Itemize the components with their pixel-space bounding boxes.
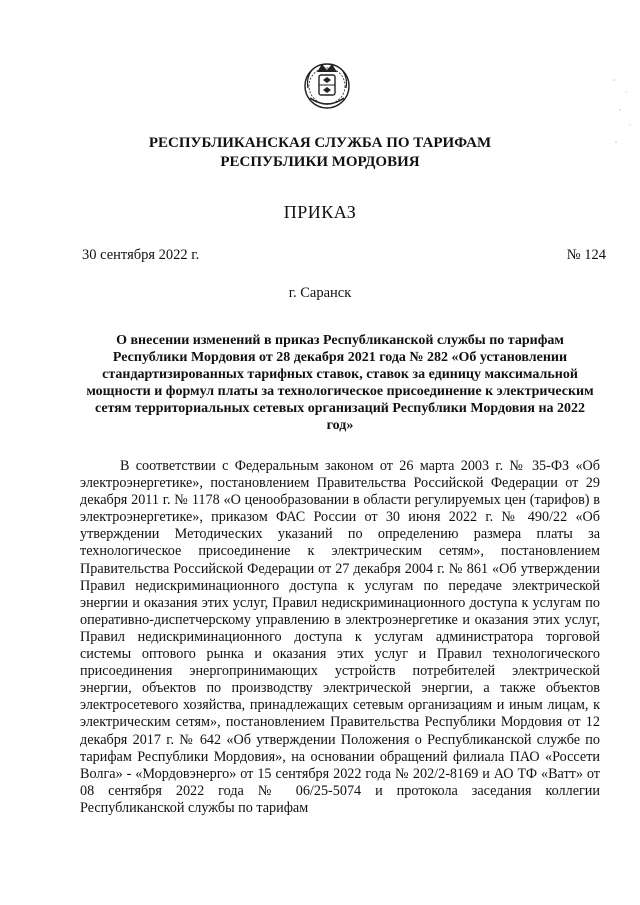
organization-name (100, 134, 540, 172)
document-type: ПРИКАЗ (283, 202, 357, 222)
organization-name-line-1: РЕСПУБЛИКАНСКАЯ СЛУЖБА ПО ТАРИФАМ (148, 135, 492, 151)
document-city: г. Саранск (288, 285, 352, 301)
organization-name-line-2: РЕСПУБЛИКИ МОРДОВИЯ (220, 154, 420, 170)
document-body: В соответствии с Федеральным законом от 26 марта 2003 г. № 35-ФЗ «Об электроэнергетике», постановлением Правительства Российской Федерации от 29 декабря 2011 г. № 1178 «О ценообразовании в области регулируемых цен (тарифов) в электроэнергетике», приказом ФАС России от 30 июня 2022 г. № 490/22 «Об утверждении Методических указаний по определению размера платы за технологическое присоединение к электрическим сетям», постановлением Правительства Российской Федерации от 27 декабря 2004 г. № 861 «Об утверждении Правил недискриминационного доступа к услугам по передаче электрической энергии и оказания этих услуг, Правил недискриминационного доступа к услугам по оперативно-диспетчерскому управлению в электроэнергетике и оказания этих услуг, Правил недискриминационного доступа к услугам администратора торговой системы оптового рынка и оказания этих услуг и Правил технологического присоединения энергопринимающих устройств потребителей электрической энергии, объектов по производству электрической энергии, а также объектов электросетевого хозяйства, принадлежащих сетевым организациям и иным лицам, к электрическим сетям», постановлением Правительства Республики Мордовия от 12 декабря 2017 г. № 642 «Об утверждении Положения о Республиканской службе по тарифам Республики Мордовия», на основании обращений филиала ПАО «Россети Волга» - «Мордовэнерго» от 15 сентября 2022 года № 202/2-8169 и АО ТФ «Ватт» от 08 сентября 2022 года № 06/25-5074 и протокола заседания коллегии Республиканской службы по тарифам (80, 458, 600, 816)
document-subject: О внесении изменений в приказ Республиканской службы по тарифам Республики Мордовия от 28 декабря 2021 года № 282 «Об установлении стандартизированных тарифных ставок, ставок за единицу максимальной мощности и формул платы за технологическое присоединение к электрическим сетям территориальных сетевых организаций Республики Мордовия на 2022 год» (86, 333, 594, 433)
scan-noise (606, 70, 636, 160)
document-number: № 124 (566, 247, 606, 263)
coat-of-arms-icon (302, 58, 352, 112)
document-date: 30 сентября 2022 г. (82, 247, 200, 263)
